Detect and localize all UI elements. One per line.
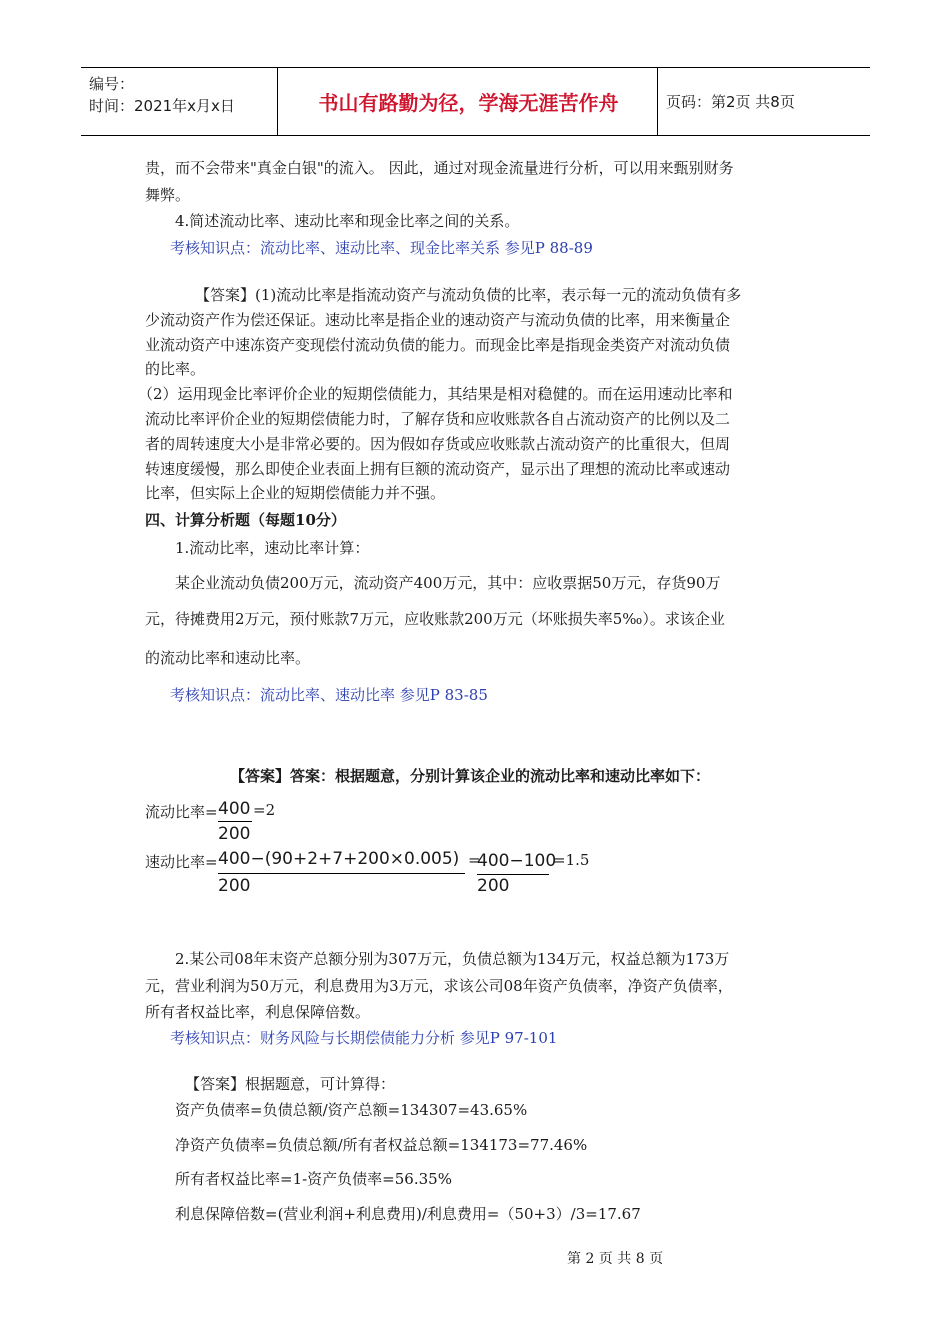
question-4: 4.简述流动比率、速动比率和现金比率之间的关系。 — [175, 212, 520, 230]
body-line: 舞弊。 — [145, 186, 191, 204]
knowledge-point: 考核知识点：流动比率、速动比率 参见P 83-85 — [170, 686, 488, 704]
formula-label: 流动比率= — [145, 803, 218, 821]
formula-numerator: 400 — [218, 799, 251, 819]
calc-text: 元，待摊费用2万元，预付账款7万元，应收账款200万元（坏账损失率5‰）。求该企业 — [145, 610, 725, 628]
formula-denominator: 200 — [218, 876, 251, 896]
answer-line: 者的周转速度大小是非常必要的。因为假如存货或应收账款占流动资产的比重很大，但周 — [145, 435, 731, 453]
calc-text: 元，营业利润为50万元，利息费用为3万元，求该公司08年资产负债率，净资产负债率， — [145, 977, 733, 995]
answer-line: 少流动资产作为偿还保证。速动比率是指企业的速动资产与流动负债的比率，用来衡量企 — [145, 311, 731, 329]
answer-line: 流动比率评价企业的短期偿债能力时，了解存货和应收账款各自占流动资产的比例以及二 — [145, 410, 731, 428]
calc-text: 所有者权益比率，利息保障倍数。 — [145, 1003, 371, 1021]
fraction-bar — [477, 874, 549, 875]
formula-numerator: 400−(90+2+7+200×0.005) — [218, 849, 460, 869]
knowledge-point: 考核知识点：财务风险与长期偿债能力分析 参见P 97-101 — [170, 1029, 558, 1047]
answer-heading: 【答案】答案：根据题意，分别计算该企业的流动比率和速动比率如下： — [230, 767, 711, 785]
answer-heading: 【答案】根据题意，可计算得： — [185, 1075, 396, 1093]
motto: 书山有路勤为径，学海无涯苦作舟 — [318, 91, 619, 115]
formula-denominator: 200 — [218, 824, 251, 844]
result-line: 净资产负债率=负债总额/所有者权益总额=134173=77.46% — [175, 1136, 588, 1154]
formula-result: =2 — [253, 801, 276, 819]
section-heading: 四、计算分析题（每题10分） — [145, 511, 346, 529]
answer-line: 的比率。 — [145, 360, 206, 378]
result-line: 利息保障倍数=(营业利润+利息费用)/利息费用=（50+3）/3=17.67 — [175, 1205, 641, 1223]
formula-numerator-2: 400−100 — [477, 851, 557, 871]
fraction-bar — [218, 873, 465, 874]
page-header — [81, 67, 870, 136]
formula-label: 速动比率= — [145, 853, 218, 871]
page-footer: 第 2 页 共 8 页 — [567, 1251, 664, 1267]
answer-line: 业流动资产中速冻资产变现偿付流动负债的能力。而现金比率是指现金类资产对流动负债 — [145, 336, 731, 354]
header-info — [89, 73, 235, 117]
answer-line: 【答案】(1)流动比率是指流动资产与流动负债的比率，表示每一元的流动负债有多 — [195, 286, 742, 304]
answer-line: 比率，但实际上企业的短期偿债能力并不强。 — [145, 484, 446, 502]
calc-question-1: 1.流动比率，速动比率计算： — [175, 539, 370, 557]
calc-question-2: 2.某公司08年末资产总额分别为307万元，负债总额为134万元，权益总额为173万 — [175, 950, 730, 968]
formula-denominator-2: 200 — [477, 876, 510, 896]
result-line: 资产负债率=负债总额/资产总额=134307=43.65% — [175, 1101, 528, 1119]
answer-line: （2）运用现金比率评价企业的短期偿债能力，其结果是相对稳健的。而在运用速动比率和 — [138, 385, 733, 403]
formula-equals: = — [468, 851, 481, 869]
page-label: 页码：第2页 共8页 — [666, 93, 795, 111]
body-line: 贵，而不会带来"真金白银"的流入。 因此，通过对现金流量进行分析，可以用来甄别财务 — [145, 159, 734, 177]
knowledge-point: 考核知识点：流动比率、速动比率、现金比率关系 参见P 88-89 — [170, 239, 593, 257]
result-line: 所有者权益比率=1-资产负债率=56.35% — [175, 1170, 452, 1188]
number-label: 编号： — [89, 75, 135, 93]
fraction-bar — [218, 821, 252, 822]
calc-text: 的流动比率和速动比率。 — [145, 649, 311, 667]
calc-text: 某企业流动负债200万元，流动资产400万元，其中：应收票据50万元，存货90万 — [175, 574, 721, 592]
formula-result: =1.5 — [553, 851, 590, 869]
answer-line: 转速度缓慢，那么即使企业表面上拥有巨额的流动资产，显示出了理想的流动比率或速动 — [145, 460, 731, 478]
date-label: 时间：2021年x月x日 — [89, 97, 235, 115]
